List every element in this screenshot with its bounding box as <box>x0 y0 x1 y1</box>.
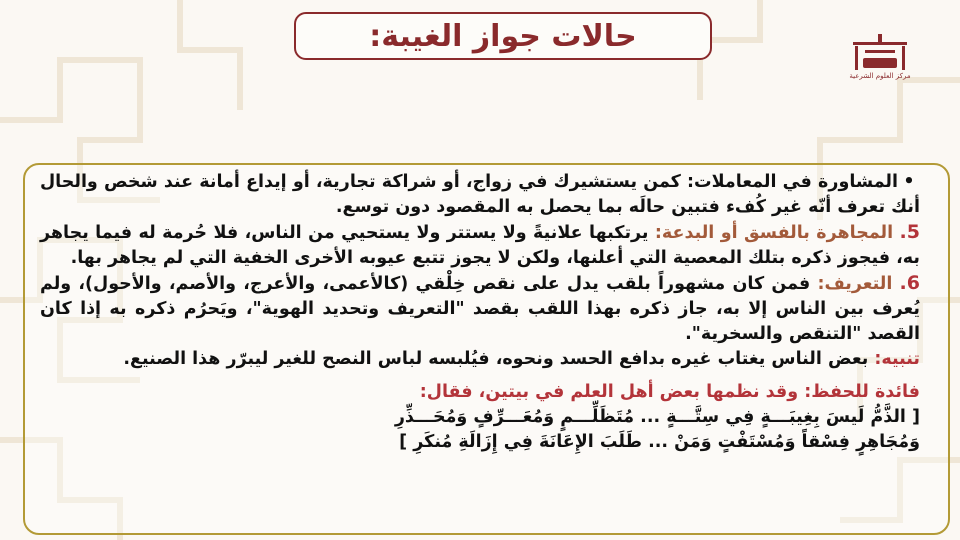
benefit-line: فائدة للحفظ: وقد نظمها بعض أهل العلم في بيتين، فقال: <box>419 382 920 402</box>
item6-lead: التعريف: <box>817 274 893 294</box>
logo-subtitle: مركز العلوم الشرعية <box>849 72 911 80</box>
bullet-text: المشاورة في المعاملات: كمن يستشيرك في زواج، أو شراكة تجارية، أو إيداع أمانة عند شخص والحال أنك تعرف أنّه غير كُفء فتبين حالَه بما يحصل به المقصود دون توسع. <box>40 172 920 217</box>
item5-lead: المجاهرة بالفسق أو البدعة: <box>654 223 894 243</box>
logo-mark <box>845 28 915 98</box>
note-lead: تنبيه: <box>874 349 920 369</box>
page-title: حالات جواز الغيبة: <box>369 18 637 54</box>
item6-text: فمن كان مشهوراً بلقب يدل على نقص خِلْقي (كالأعمى، والأعرج، والأصم، والأحول)، ولم يُعرف بين الناس إلا به، جاز ذكره بهذا اللقب بقصد "التعريف وتحديد الهوية"، ويَحرُم ذكره به إذا كان القصد "التنقص والسخرية". <box>40 274 920 344</box>
poem-line-1 <box>40 405 920 430</box>
poem-open-bracket: [ <box>912 407 920 427</box>
note <box>40 347 920 372</box>
bullet-item <box>40 170 920 220</box>
item6-number: 6. <box>899 272 920 294</box>
item5-number: 5. <box>899 221 920 243</box>
note-text: بعض الناس يغتاب غيره بدافع الحسد ونحوه، فيُلبسه لباس النصح للغير ليبرّر هذا الصنيع. <box>123 349 875 369</box>
poem-line-2 <box>40 430 920 455</box>
poem-line1-text: الذَّمُّ لَيسَ بِغِيبَـــةٍ فِي سِتَّـــةٍ ... مُتَظَلِّـــمٍ وَمُعَـــرِّفٍ وَمُحَـــذِّرِ <box>394 407 906 427</box>
poem-close-bracket: ] <box>399 432 408 452</box>
bullet-icon: • <box>903 172 915 192</box>
item5-text: يرتكبها علانيةً ولا يستتر ولا يستحيي من الناس، فلا حُرمة له فيما يجاهر به، فيجوز ذكره بتلك المعصية التي أعلنها، ولكن لا يجوز تتبع عيوبه الأخرى الخفية التي لم يجاهر بها. <box>40 223 920 268</box>
title-box <box>294 12 712 60</box>
content-body <box>40 170 920 455</box>
item-5 <box>40 220 920 271</box>
item-6 <box>40 271 920 347</box>
poem-line2-text: وَمُجَاهِرٍ فِسْقاً وَمُسْتَفْتٍ وَمَنْ ... طَلَبَ الإِعَانَةَ فِي إِزَالَةِ مُنكَرِ <box>413 432 920 452</box>
